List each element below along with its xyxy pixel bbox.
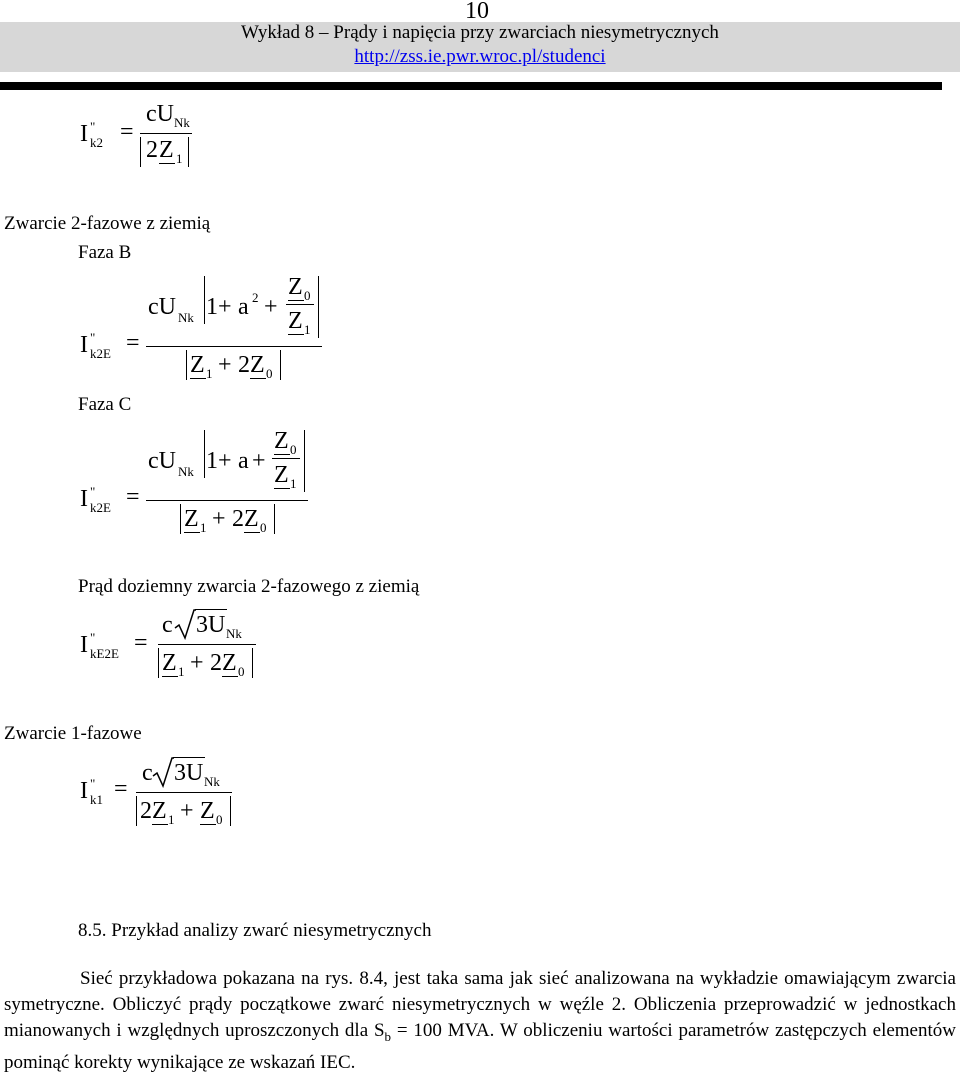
fraction-bar (136, 792, 232, 793)
plus-sign: + (218, 352, 232, 378)
subscript-1: 1 (200, 520, 207, 535)
abs-bar-right (304, 430, 305, 492)
section-ground-current: Prąd doziemny zwarcia 2-fazowego z ziemią (78, 576, 420, 597)
symbol-double-prime: " (90, 484, 96, 499)
subscript-k2E: k2E (90, 500, 111, 515)
abs-bar-left (186, 350, 187, 380)
fraction-bar (146, 500, 308, 501)
abs-bar-right (230, 796, 231, 826)
symbol-double-prime: " (90, 119, 96, 134)
abs-bar-right (318, 276, 319, 338)
formula-phase-c (0, 424, 400, 544)
symbol-I: I (80, 121, 88, 147)
page-header (0, 0, 960, 92)
label-phase-c: Faza C (78, 394, 132, 415)
subscript-Nk: Nk (178, 464, 194, 479)
symbol-Z: Z (184, 506, 199, 532)
numerator-cU: cU (148, 448, 176, 474)
subscript-0: 0 (238, 664, 245, 679)
abs-bar-right (280, 350, 281, 380)
symbol-Z: Z (159, 137, 174, 163)
numerator-3U: 3U (174, 760, 204, 786)
underline-Z (274, 454, 290, 455)
abs-bar-left (204, 430, 205, 478)
subscript-0: 0 (290, 442, 297, 457)
page-number: 10 (465, 0, 489, 24)
num-1: 1 (206, 294, 218, 320)
coef-2: 2 (210, 650, 222, 676)
underline-Z (288, 300, 304, 301)
formula-ground-current (0, 606, 320, 686)
subscript-1: 1 (178, 664, 185, 679)
subscript-1: 1 (168, 812, 175, 827)
underline-Z (200, 824, 216, 825)
symbol-Z: Z (288, 308, 303, 334)
underline-Z (162, 676, 178, 677)
numerator-3U: 3U (196, 612, 226, 638)
header-title: Wykład 8 – Prądy i napięcia przy zwarciach niesymetrycznych (241, 22, 719, 43)
symbol-I: I (80, 778, 88, 804)
label-phase-b: Faza B (78, 242, 132, 263)
subscript-1: 1 (304, 322, 311, 337)
fraction-bar (158, 644, 256, 645)
abs-bar-left (180, 504, 181, 534)
numerator-cU: cU (148, 294, 176, 320)
sqrt-overline (195, 609, 227, 610)
equals-sign: = (126, 330, 140, 356)
plus-sign: + (190, 650, 204, 676)
subscript-1: 1 (206, 366, 213, 381)
formula-ik2 (0, 95, 300, 175)
subscript-0: 0 (216, 812, 223, 827)
underline-Z (244, 532, 260, 533)
subscript-Nk: Nk (226, 626, 242, 641)
section-two-phase-ground: Zwarcie 2-fazowe z ziemią (4, 213, 211, 234)
symbol-double-prime: " (90, 630, 96, 645)
subscript-Nk: Nk (178, 310, 194, 325)
plus-sign: + (264, 294, 278, 320)
symbol-c: c (162, 612, 173, 638)
sqrt-sign-icon (174, 608, 196, 640)
abs-bar-right (252, 648, 253, 678)
underline-Z (190, 378, 206, 379)
formula-single-phase (0, 752, 320, 832)
symbol-double-prime: " (90, 330, 96, 345)
equals-sign: = (120, 119, 134, 145)
symbol-a: a (238, 448, 249, 474)
numerator-cU: cU (146, 101, 174, 127)
underline-Z (250, 378, 266, 379)
subscript-0: 0 (260, 520, 267, 535)
subscript-0: 0 (304, 288, 311, 303)
header-rule (0, 82, 942, 90)
coef-2: 2 (232, 506, 244, 532)
coef-2: 2 (140, 798, 152, 824)
abs-bar-left (204, 276, 205, 324)
underline-Z (274, 488, 290, 489)
fraction-bar (140, 133, 192, 134)
abs-bar-left (140, 137, 141, 167)
symbol-I: I (80, 486, 88, 512)
plus-sign: + (212, 506, 226, 532)
plus-sign: + (218, 448, 232, 474)
equals-sign: = (126, 484, 140, 510)
coef-2: 2 (238, 352, 250, 378)
underline-Z (184, 532, 200, 533)
example-paragraph (4, 966, 956, 1076)
header-link[interactable]: http://zss.ie.pwr.wroc.pl/studenci (354, 46, 606, 67)
symbol-I: I (80, 632, 88, 658)
symbol-Z: Z (274, 462, 289, 488)
underline-Z (222, 676, 238, 677)
symbol-c: c (142, 760, 153, 786)
fraction-bar (146, 346, 322, 347)
symbol-Z: Z (274, 428, 289, 454)
subscript-Nk: Nk (204, 774, 220, 789)
subscript-k2: k2 (90, 135, 103, 150)
underline-Z (288, 334, 304, 335)
symbol-Z: Z (190, 352, 205, 378)
paragraph-text-1: Sieć przykładowa pokazana na rys. 8.4, jest taka sama jak sieć analizowana na wykładzie omawiającym zwarcia symetryczne. Obliczyć prądy początkowe zwarć niesymetrycznych w węźle 2. Obliczenia przeprowadzić w jednostkach mianowanych i względnych uproszczonych dla S (4, 968, 956, 1041)
plus-sign: + (218, 294, 232, 320)
symbol-Z: Z (250, 352, 265, 378)
symbol-Z: Z (244, 506, 259, 532)
symbol-double-prime: " (90, 776, 96, 791)
symbol-Z: Z (288, 274, 303, 300)
superscript-2: 2 (252, 290, 259, 305)
example-heading: 8.5. Przykład analizy zwarć niesymetrycznych (78, 920, 432, 941)
subscript-1: 1 (290, 476, 297, 491)
subscript-b: b (384, 1028, 392, 1044)
subscript-0: 0 (266, 366, 273, 381)
subscript-kE2E: kE2E (90, 646, 119, 661)
symbol-Z: Z (222, 650, 237, 676)
abs-bar-left (136, 796, 137, 826)
plus-sign: + (180, 798, 194, 824)
formula-phase-b (0, 270, 400, 390)
symbol-Z: Z (162, 650, 177, 676)
coef-2: 2 (146, 137, 158, 163)
sqrt-overline (173, 757, 205, 758)
inner-fraction-bar (286, 304, 314, 305)
abs-bar-left (158, 648, 159, 678)
underline-Z (152, 824, 168, 825)
symbol-Z: Z (152, 798, 167, 824)
sqrt-sign-icon (152, 756, 174, 788)
section-single-phase: Zwarcie 1-fazowe (4, 723, 142, 744)
equals-sign: = (134, 630, 148, 656)
num-1: 1 (206, 448, 218, 474)
abs-bar-right (188, 137, 189, 167)
symbol-a: a (238, 294, 249, 320)
inner-fraction-bar (272, 458, 300, 459)
subscript-1: 1 (176, 151, 183, 166)
subscript-Nk: Nk (174, 115, 190, 130)
abs-bar-right (274, 504, 275, 534)
symbol-Z: Z (200, 798, 215, 824)
subscript-k2E: k2E (90, 346, 111, 361)
underline-Z (159, 163, 175, 164)
plus-sign: + (252, 448, 266, 474)
subscript-k1: k1 (90, 792, 103, 807)
paragraph-text-2: = 100 MVA. W obliczeniu wartości parametrów zastępczych elementów pominąć korekty wynikające ze wskazań IEC. (4, 1020, 956, 1073)
equals-sign: = (114, 776, 128, 802)
symbol-I: I (80, 332, 88, 358)
